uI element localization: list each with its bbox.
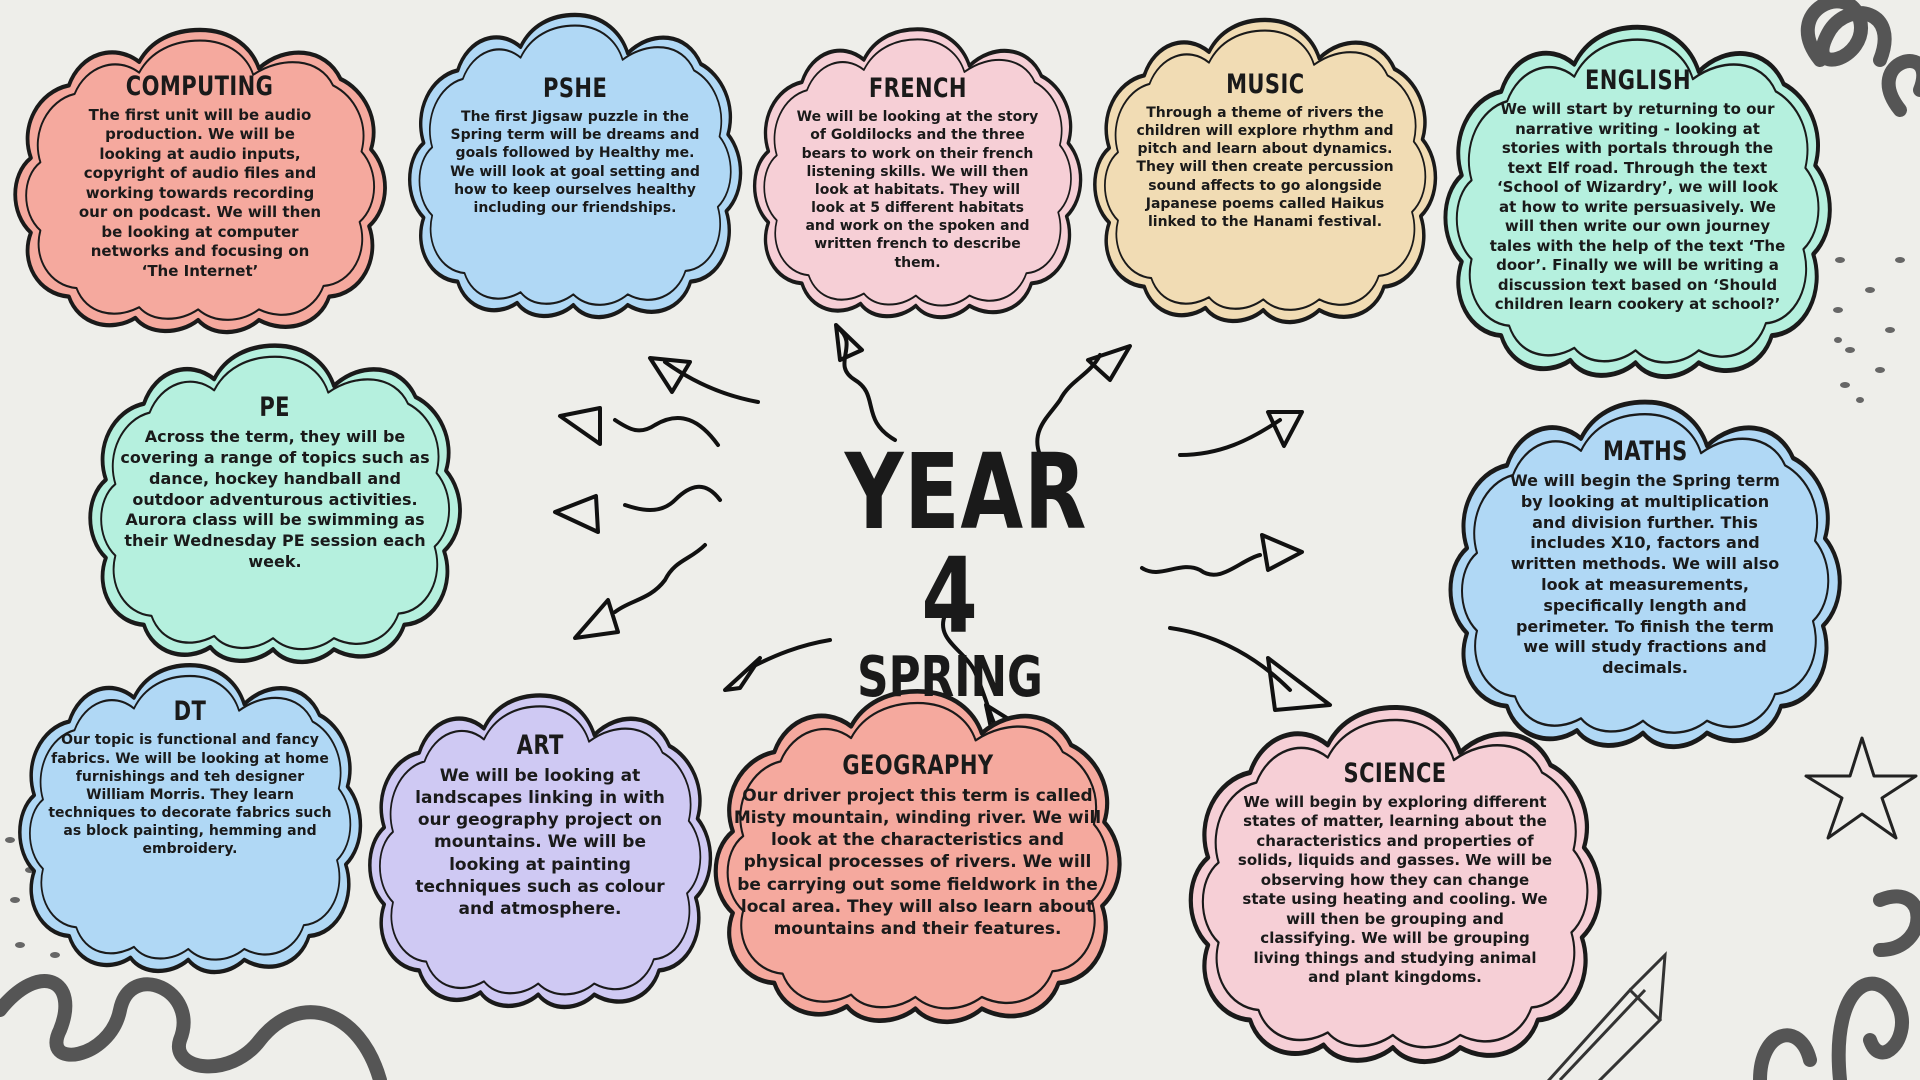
star-icon [1806, 738, 1916, 838]
description: We will be looking at landscapes linking in with our geography project on mountains. We will be looking at painting techniques such as colour and atmosphere. [415, 766, 665, 919]
heading: MATHS [1602, 436, 1688, 468]
heading: SCIENCE [1343, 757, 1447, 789]
heading: DT [173, 696, 207, 728]
cloud-computing [10, 15, 390, 335]
heading: PSHE [542, 72, 608, 104]
cloud-dt [15, 650, 365, 975]
cloud-pe [85, 330, 465, 665]
heading: PE [259, 392, 291, 424]
description: Our driver project this term is called Misty mountain, winding river. We will look at the characteristics and physical processes of rivers. We will be carrying out some fieldwork in the local area. They will also learn about mountains and their features. [733, 786, 1102, 939]
cloud-music [1090, 5, 1440, 325]
description: Through a theme of rivers the children will explore rhythm and pitch and learn about dynamics. They will then create percussion sound affects to go alongside Japanese poems called Haikus linked to the Hanami festival. [1136, 104, 1394, 230]
heading: ART [516, 730, 564, 762]
description: Our topic is functional and fancy fabrics. We will be looking at home furnishings and teh designer William Morris. They learn techniques to decorate fabrics such as block painting, hemming and embroidery. [48, 732, 332, 858]
description: We will begin the Spring term by looking at multiplication and division further. This includes X10, factors and written methods. We will also look at measurements, specifically length and perimeter. To finish the term we will study fractions and decimals. [1510, 471, 1780, 678]
cloud-pshe [405, 0, 745, 320]
description: The first unit will be audio production. We will be looking at audio inputs, copyright of audio files and working towards recording our on podcast. We will then be looking at computer networks and focusing on ‘The Internet’ [78, 105, 322, 280]
heading: GEOGRAPHY [841, 750, 994, 782]
page-title [815, 431, 1088, 710]
heading: ENGLISH [1584, 65, 1691, 97]
description: The first Jigsaw puzzle in the Spring term will be dreams and goals followed by Healthy me. We will look at goal setting and how to keep ourselves healthy including our friendships. [450, 108, 700, 216]
heading: COMPUTING [126, 70, 274, 102]
cloud-french [750, 15, 1085, 320]
description: We will begin by exploring different states of matter, learning about the characteristics and properties of solids, liquids and gasses. We will be observing how they can change state using heating and cooling. We will then be grouping and classifying. We will be grouping living things and studying animal and plant kingdoms. [1237, 792, 1553, 986]
heading: MUSIC [1225, 68, 1305, 100]
cloud-science [1185, 690, 1605, 1065]
cloud-art [365, 680, 715, 1010]
cloud-geography [710, 675, 1125, 1025]
description: We will start by returning to our narrative writing - looking at stories with portals through the text Elf road. Through the text ‘School of Wizardry’, we will look at how to write persuasively. We will then write our own journey tales with the help of the text ‘The door’. Finally we will be writing a discussion text based on ‘Should children learn cookery at school?’ [1489, 100, 1786, 314]
description: Across the term, they will be covering a range of topics such as dance, hockey handball and outdoor adventurous activities. Aurora class will be swimming as their Wednesday PE session each week. [120, 427, 430, 571]
title-year: YEAR 4 [844, 431, 1088, 657]
description: We will be looking at the story of Goldilocks and the three bears to work on their french listening skills. We will then look at habitats. They will look at 5 different habitats and work on the spoken and written french to describe them. [796, 109, 1039, 271]
title-term: SPRING [857, 645, 1043, 710]
heading: FRENCH [868, 73, 967, 105]
cloud-english [1440, 10, 1835, 380]
